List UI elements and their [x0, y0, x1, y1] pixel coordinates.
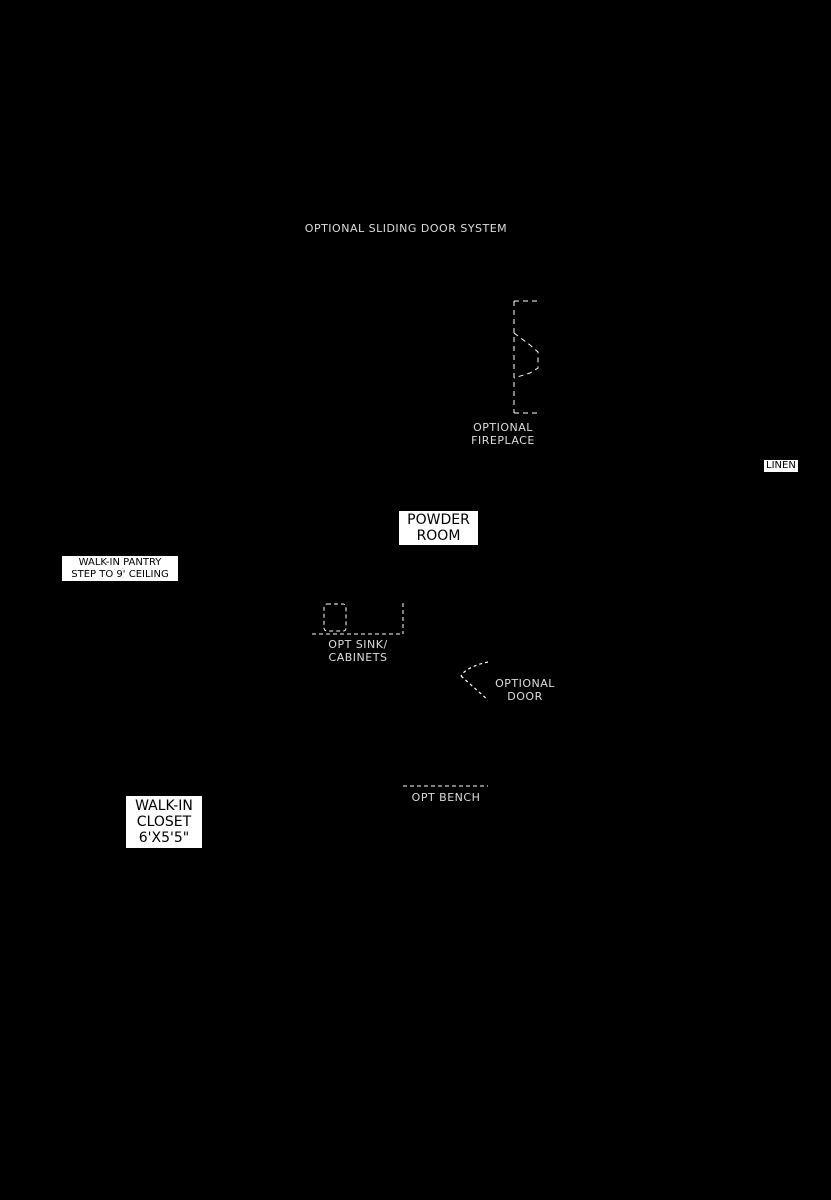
linen-label: LINEN	[766, 460, 796, 471]
walk-in-pantry-label	[62, 556, 178, 581]
fireplace-label-line2: FIREPLACE	[471, 434, 535, 447]
powder-room-label-line1: POWDER	[407, 512, 470, 528]
sink-cabinets-label	[308, 638, 408, 664]
walk-in-closet-label	[126, 796, 202, 848]
walk-in-pantry-label-line1: WALK-IN PANTRY	[78, 557, 162, 568]
sink-cabinets-label-line2: CABINETS	[328, 651, 388, 664]
sink-cabinets-label-line1: OPT SINK/	[328, 638, 388, 651]
walk-in-pantry-label-line2: STEP TO 9' CEILING	[71, 568, 169, 580]
optional-door-label-line1: OPTIONAL	[495, 677, 555, 690]
powder-room-label-line2: ROOM	[416, 528, 461, 545]
optional-door-label-line2: DOOR	[507, 690, 543, 703]
powder-room-label	[399, 511, 478, 545]
fireplace-label-line1: OPTIONAL	[473, 421, 533, 434]
fireplace-label	[450, 421, 556, 447]
walk-in-closet-label-line3: 6'X5'5"	[138, 830, 190, 847]
fireplace-outline	[514, 301, 541, 413]
bench-label: OPT BENCH	[411, 791, 481, 804]
optional-door-label	[476, 677, 574, 703]
walk-in-closet-label-line1: WALK-IN	[135, 798, 193, 814]
sink-cabinet-outline	[312, 603, 403, 634]
walk-in-closet-label-line2: CLOSET	[136, 814, 192, 831]
sliding-door-label: OPTIONAL SLIDING DOOR SYSTEM	[304, 222, 508, 235]
